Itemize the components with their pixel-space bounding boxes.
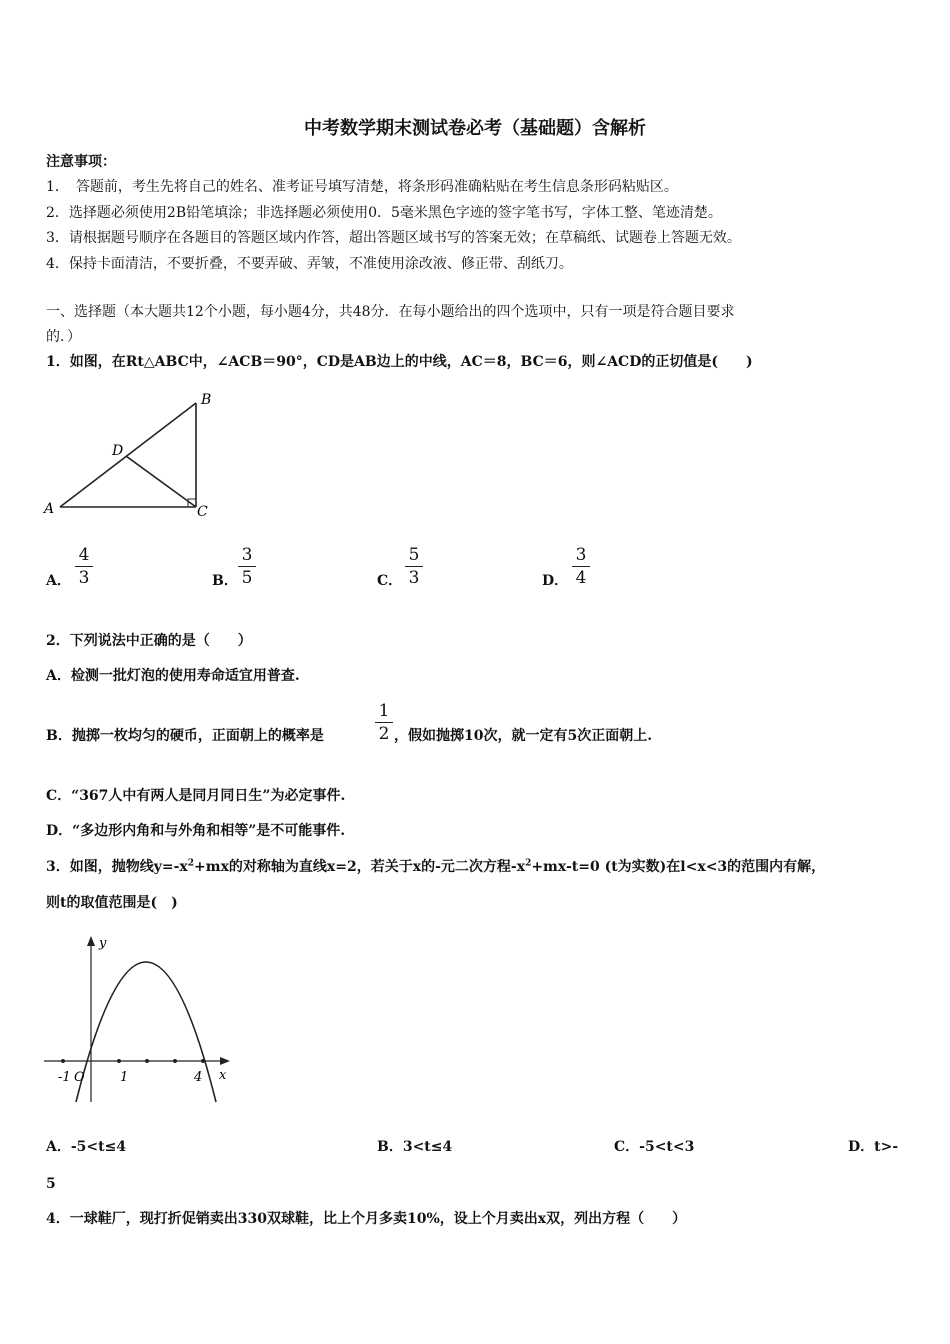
- label-c: C: [197, 504, 208, 520]
- q3-sup2: 2: [525, 858, 532, 869]
- q1-option-c-label: C．: [377, 573, 403, 589]
- x-label: x: [219, 1068, 227, 1083]
- notice-item-4: 4．保持卡面清洁，不要折叠，不要弄破、弄皱，不准使用涂改液、修正带、刮纸刀。: [46, 256, 573, 272]
- label-4: 4: [194, 1070, 203, 1085]
- q1-option-b-den: 5: [241, 568, 253, 588]
- section-heading-line1: 一、选择题（本大题共12个小题，每小题4分，共48分．在每小题给出的四个选项中，只有一项是符合题目要求: [46, 304, 735, 320]
- q3-option-c: C．-5<t<3: [614, 1139, 695, 1155]
- q1-option-a-num: 4: [78, 545, 90, 565]
- q3-option-a: A．-5<t≤4: [46, 1139, 127, 1155]
- q3-option-d-wrap: 5: [46, 1176, 56, 1192]
- q1-option-b-label: B．: [212, 573, 238, 589]
- q1-option-c-den: 3: [408, 568, 420, 588]
- q1-option-d-label: D．: [542, 573, 569, 589]
- q1-option-a-fraction: [75, 546, 93, 587]
- notice-heading: 注意事项：: [46, 154, 116, 170]
- y-axis-arrow: [87, 936, 95, 946]
- label-1: 1: [120, 1070, 129, 1085]
- notice-item-2: 2．选择题必须使用2B铅笔填涂；非选择题必须使用0．5毫米黑色字迹的签字笔书写，字体工整、笔迹清楚。: [46, 205, 722, 221]
- q3-parabola-graph: [40, 930, 240, 1110]
- notice-item-3: 3．请根据题号顺序在各题目的答题区域内作答，超出答题区域书写的答案无效；在草稿纸、试题卷上答题无效。: [46, 230, 741, 246]
- page-title: 中考数学期末测试卷必考（基础题）含解析: [304, 118, 646, 139]
- q3-text-line1: [46, 857, 825, 877]
- x-axis-arrow: [220, 1057, 230, 1065]
- q1-option-a-label: A．: [46, 573, 71, 589]
- label-d: D: [112, 443, 124, 459]
- q1-option-d-den: 4: [575, 568, 587, 588]
- q3-option-d: D．t>-: [848, 1139, 899, 1155]
- tick-neg1: [61, 1059, 65, 1063]
- q4-text: 4．一球鞋厂，现打折促销卖出330双球鞋，比上个月多卖10%，设上个月卖出x双，列出方程（ ）: [46, 1211, 687, 1227]
- q1-option-c-fraction: [405, 546, 423, 587]
- label-b: B: [201, 392, 212, 408]
- q3-text-part2: +mx的对称轴为直线x=2，若关于x的-元二次方程-x: [194, 859, 526, 875]
- tick-4: [201, 1059, 205, 1063]
- section-heading-line2: 的．）: [46, 329, 81, 345]
- q1-option-b-num: 3: [241, 545, 253, 565]
- q2-option-b-den: 2: [378, 724, 390, 744]
- segment-cd: [126, 456, 196, 507]
- notice-item-1: 1． 答题前，考生先将自己的姓名、准考证号填写清楚，将条形码准确粘贴在考生信息条形码粘贴区。: [46, 179, 678, 195]
- q3-option-b: B．3<t≤4: [377, 1139, 453, 1155]
- tick-2: [145, 1059, 149, 1063]
- q3-text-line2: 则t的取值范围是( ): [46, 895, 178, 911]
- q1-option-d-num: 3: [575, 545, 587, 565]
- q1-triangle-figure: [40, 388, 220, 523]
- q2-option-b-pre: B．抛掷一枚均匀的硬币，正面朝上的概率是: [46, 728, 324, 744]
- q2-option-a: A．检测一批灯泡的使用寿命适宜用普查.: [46, 668, 300, 684]
- q1-option-c-num: 5: [408, 545, 420, 565]
- q1-text: 1．如图，在Rt△ABC中，∠ACB＝90°，CD是AB边上的中线，AC＝8，BC＝6，则∠ACD的正切值是( ): [46, 354, 753, 370]
- q2-text: 2．下列说法中正确的是（ ）: [46, 633, 252, 649]
- q2-option-b-post: ，假如抛掷10次，就一定有5次正面朝上.: [394, 728, 653, 744]
- q1-option-b-fraction: [238, 546, 256, 587]
- tick-3: [173, 1059, 177, 1063]
- label-neg1: -1: [58, 1070, 71, 1085]
- q3-sup1: 2: [187, 858, 195, 869]
- label-a: A: [44, 501, 55, 517]
- label-origin: O: [74, 1070, 85, 1085]
- q1-option-a-den: 3: [78, 568, 90, 588]
- tick-1: [117, 1059, 121, 1063]
- q1-option-d-fraction: [572, 546, 590, 587]
- q3-text-part3: +mx-t=0 (t为实数)在l<x<3的范围内有解，: [531, 859, 826, 875]
- y-label: y: [99, 936, 107, 951]
- q3-text-part1: 3．如图，抛物线y=-x: [46, 859, 188, 875]
- q2-option-b-num: 1: [378, 701, 390, 721]
- q2-option-b-fraction: [375, 702, 393, 743]
- q2-option-c: C．“367人中有两人是同月同日生”为必定事件.: [46, 788, 346, 804]
- q2-option-d: D．“多边形内角和与外角和相等”是不可能事件.: [46, 823, 346, 839]
